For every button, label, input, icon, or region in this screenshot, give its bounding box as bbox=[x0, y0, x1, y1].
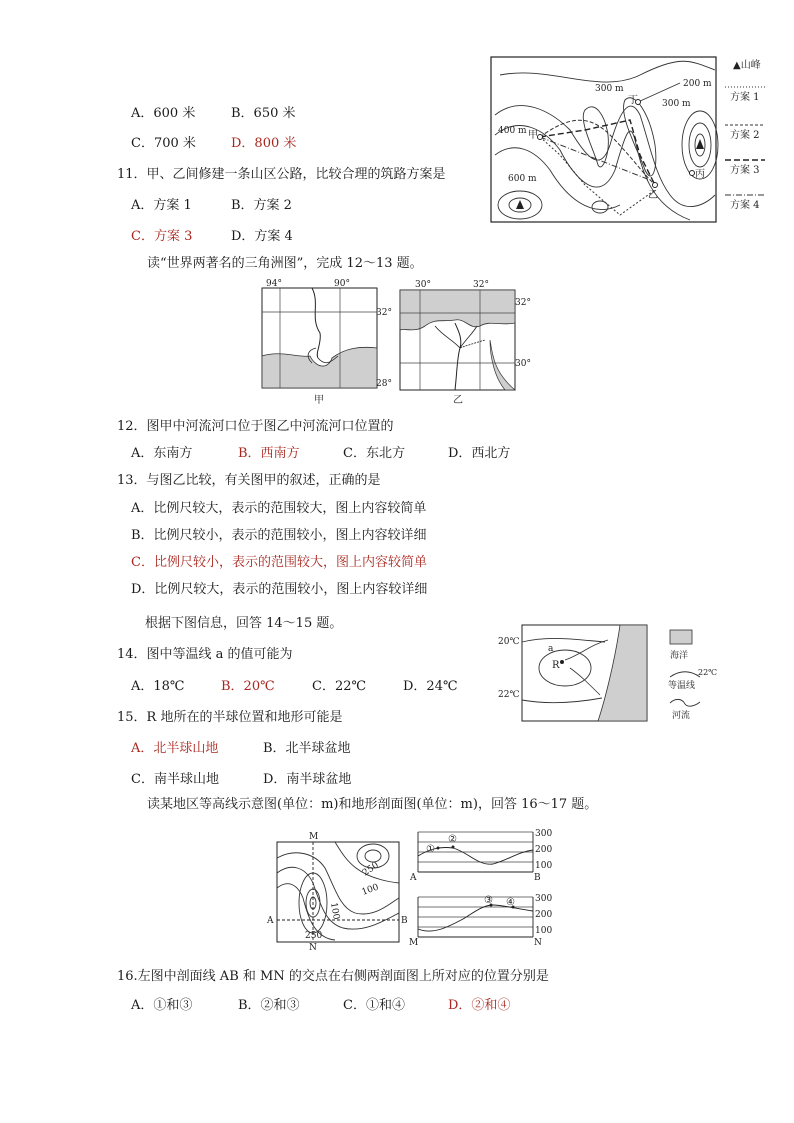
map1-label-bing: 丙 bbox=[695, 169, 705, 180]
map1-contour-300a: 300 m bbox=[595, 84, 624, 94]
q16-option-d: D．②和④ bbox=[448, 998, 511, 1013]
q13-option-b: B．比例尺较小，表示的范围较小，图上内容较详细 bbox=[131, 528, 427, 543]
profile-c1: ① bbox=[426, 844, 435, 855]
q10-option-d: D．800 米 bbox=[231, 136, 297, 151]
contour-a: A bbox=[267, 916, 274, 926]
q15-option-c: C．南半球山地 bbox=[131, 772, 219, 787]
iso-r: R bbox=[552, 660, 560, 671]
legend-plan-2: 方案 2 bbox=[730, 130, 760, 141]
contour-map bbox=[265, 828, 410, 953]
q15-option-b: B．北半球盆地 bbox=[263, 741, 351, 756]
q11-option-a: A．方案 1 bbox=[131, 198, 192, 213]
profile-s100b: 100 bbox=[535, 926, 553, 936]
intro-16-17: 读某地区等高线示意图(单位：m)和地形剖面图(单位：m)，回答 16～17 题。 bbox=[147, 797, 598, 812]
q15-option-d: D．南半球盆地 bbox=[263, 772, 352, 787]
delta-yi-lat2: 30° bbox=[515, 359, 531, 369]
delta-jia-label: 甲 bbox=[314, 395, 324, 406]
legend-plan-1: 方案 1 bbox=[730, 92, 760, 103]
q14-option-d: D．24℃ bbox=[403, 679, 458, 694]
profile-mn bbox=[408, 893, 558, 948]
intro-12-13: 读“世界两著名的三角洲图”，完成 12～13 题。 bbox=[147, 256, 423, 271]
legend-peak: ▲山峰 bbox=[733, 60, 761, 71]
q16-option-a: A．①和③ bbox=[131, 998, 193, 1013]
delta-jia-lat1: 32° bbox=[376, 308, 392, 318]
q15-option-a: A．北半球山地 bbox=[131, 741, 219, 756]
q14-option-b: B．20℃ bbox=[221, 679, 275, 694]
q11-option-c: C．方案 3 bbox=[131, 229, 193, 244]
contour-b: B bbox=[401, 916, 408, 926]
contour-250b: 250 bbox=[305, 931, 323, 941]
q12-option-b: B．西南方 bbox=[238, 446, 300, 461]
iso-legend-isoline: 等温线 bbox=[668, 681, 696, 691]
q12-option-c: C．东北方 bbox=[343, 446, 405, 461]
map1-contour-300b: 300 m bbox=[662, 99, 691, 109]
map1-legend bbox=[725, 58, 765, 211]
delta-yi-lat1: 32° bbox=[515, 298, 531, 308]
iso-legend-river: 河流 bbox=[672, 711, 691, 721]
contour-100b: 100 bbox=[328, 901, 341, 921]
map1-contour-400: 400 m bbox=[498, 126, 527, 136]
profile-pa: A bbox=[410, 873, 417, 883]
q12-option-a: A．东南方 bbox=[131, 446, 193, 461]
legend-plan-4: 方案 4 bbox=[730, 200, 760, 211]
profile-s100: 100 bbox=[535, 861, 553, 871]
q10-option-b: B．650 米 bbox=[231, 106, 296, 121]
delta-yi-lon2: 32° bbox=[473, 280, 489, 290]
iso-legend-ocean: 海洋 bbox=[670, 651, 689, 661]
iso-legend-22: 22℃ bbox=[698, 668, 718, 677]
q11-stem: 11．甲、乙间修建一条山区公路，比较合理的筑路方案是 bbox=[117, 167, 446, 182]
road-plan-map bbox=[490, 55, 770, 225]
profile-s300b: 300 bbox=[535, 894, 553, 904]
intro-14-15: 根据下图信息，回答 14～15 题。 bbox=[145, 616, 343, 631]
q13-stem: 13．与图乙比较，有关图甲的叙述，正确的是 bbox=[117, 473, 381, 488]
q13-option-a: A．比例尺较大，表示的范围较大，图上内容较简单 bbox=[131, 501, 427, 516]
profile-pb: B bbox=[534, 873, 541, 883]
q10-option-c: C．700 米 bbox=[131, 136, 196, 151]
profile-pm: M bbox=[409, 938, 419, 948]
delta-jia-lon1: 94° bbox=[266, 279, 282, 289]
profile-c4: ④ bbox=[506, 897, 515, 908]
q14-option-a: A．18℃ bbox=[131, 679, 185, 694]
q11-option-b: B．方案 2 bbox=[231, 198, 292, 213]
profile-pn: N bbox=[534, 938, 542, 948]
map1-label-yi: 乙 bbox=[648, 190, 658, 201]
iso-t22: 22℃ bbox=[498, 690, 520, 700]
q14-option-c: C．22℃ bbox=[312, 679, 367, 694]
q12-stem: 12．图甲中河流河口位于图乙中河流河口位置的 bbox=[117, 419, 394, 434]
map1-label-ding: 丁 bbox=[628, 95, 638, 106]
q13-option-c: C．比例尺较小，表示的范围较大，图上内容较简单 bbox=[131, 555, 427, 570]
iso-t20: 20℃ bbox=[498, 637, 520, 647]
map1-contour-600: 600 m bbox=[508, 174, 537, 184]
delta-map-yi bbox=[395, 278, 535, 406]
profile-s300: 300 bbox=[535, 829, 553, 839]
q16-stem: 16.左图中剖面线 AB 和 MN 的交点在右侧两剖面图上所对应的位置分别是 bbox=[117, 969, 549, 984]
iso-a: a bbox=[548, 644, 554, 654]
q15-stem: 15．R 地所在的半球位置和地形可能是 bbox=[117, 710, 343, 725]
contour-100: 100 bbox=[360, 882, 381, 898]
profile-ab bbox=[408, 828, 558, 883]
q16-option-b: B．②和③ bbox=[238, 998, 300, 1013]
delta-map-jia bbox=[250, 278, 390, 406]
q13-option-d: D．比例尺较大，表示的范围较小，图上内容较详细 bbox=[131, 582, 428, 597]
profile-c3: ③ bbox=[484, 895, 493, 906]
profile-c2: ② bbox=[448, 834, 457, 845]
delta-jia-lon2: 90° bbox=[334, 279, 350, 289]
map1-contour-200: 200 m bbox=[683, 79, 712, 89]
q12-option-d: D．西北方 bbox=[448, 446, 511, 461]
q16-option-c: C．①和④ bbox=[343, 998, 405, 1013]
isotherm-map bbox=[490, 620, 730, 730]
contour-250: 250 bbox=[360, 860, 381, 879]
q14-stem: 14．图中等温线 a 的值可能为 bbox=[117, 647, 293, 662]
contour-m: M bbox=[309, 832, 319, 842]
contour-n: N bbox=[309, 943, 317, 953]
q11-option-d: D．方案 4 bbox=[231, 229, 293, 244]
q10-option-a: A．600 米 bbox=[131, 106, 196, 121]
delta-yi-lon1: 30° bbox=[415, 280, 431, 290]
map1-label-jia: 甲 bbox=[528, 130, 538, 141]
legend-plan-3: 方案 3 bbox=[730, 165, 760, 176]
profile-s200: 200 bbox=[535, 845, 553, 855]
profile-s200b: 200 bbox=[535, 910, 553, 920]
delta-yi-label: 乙 bbox=[453, 395, 463, 406]
delta-jia-lat2: 28° bbox=[376, 379, 392, 389]
